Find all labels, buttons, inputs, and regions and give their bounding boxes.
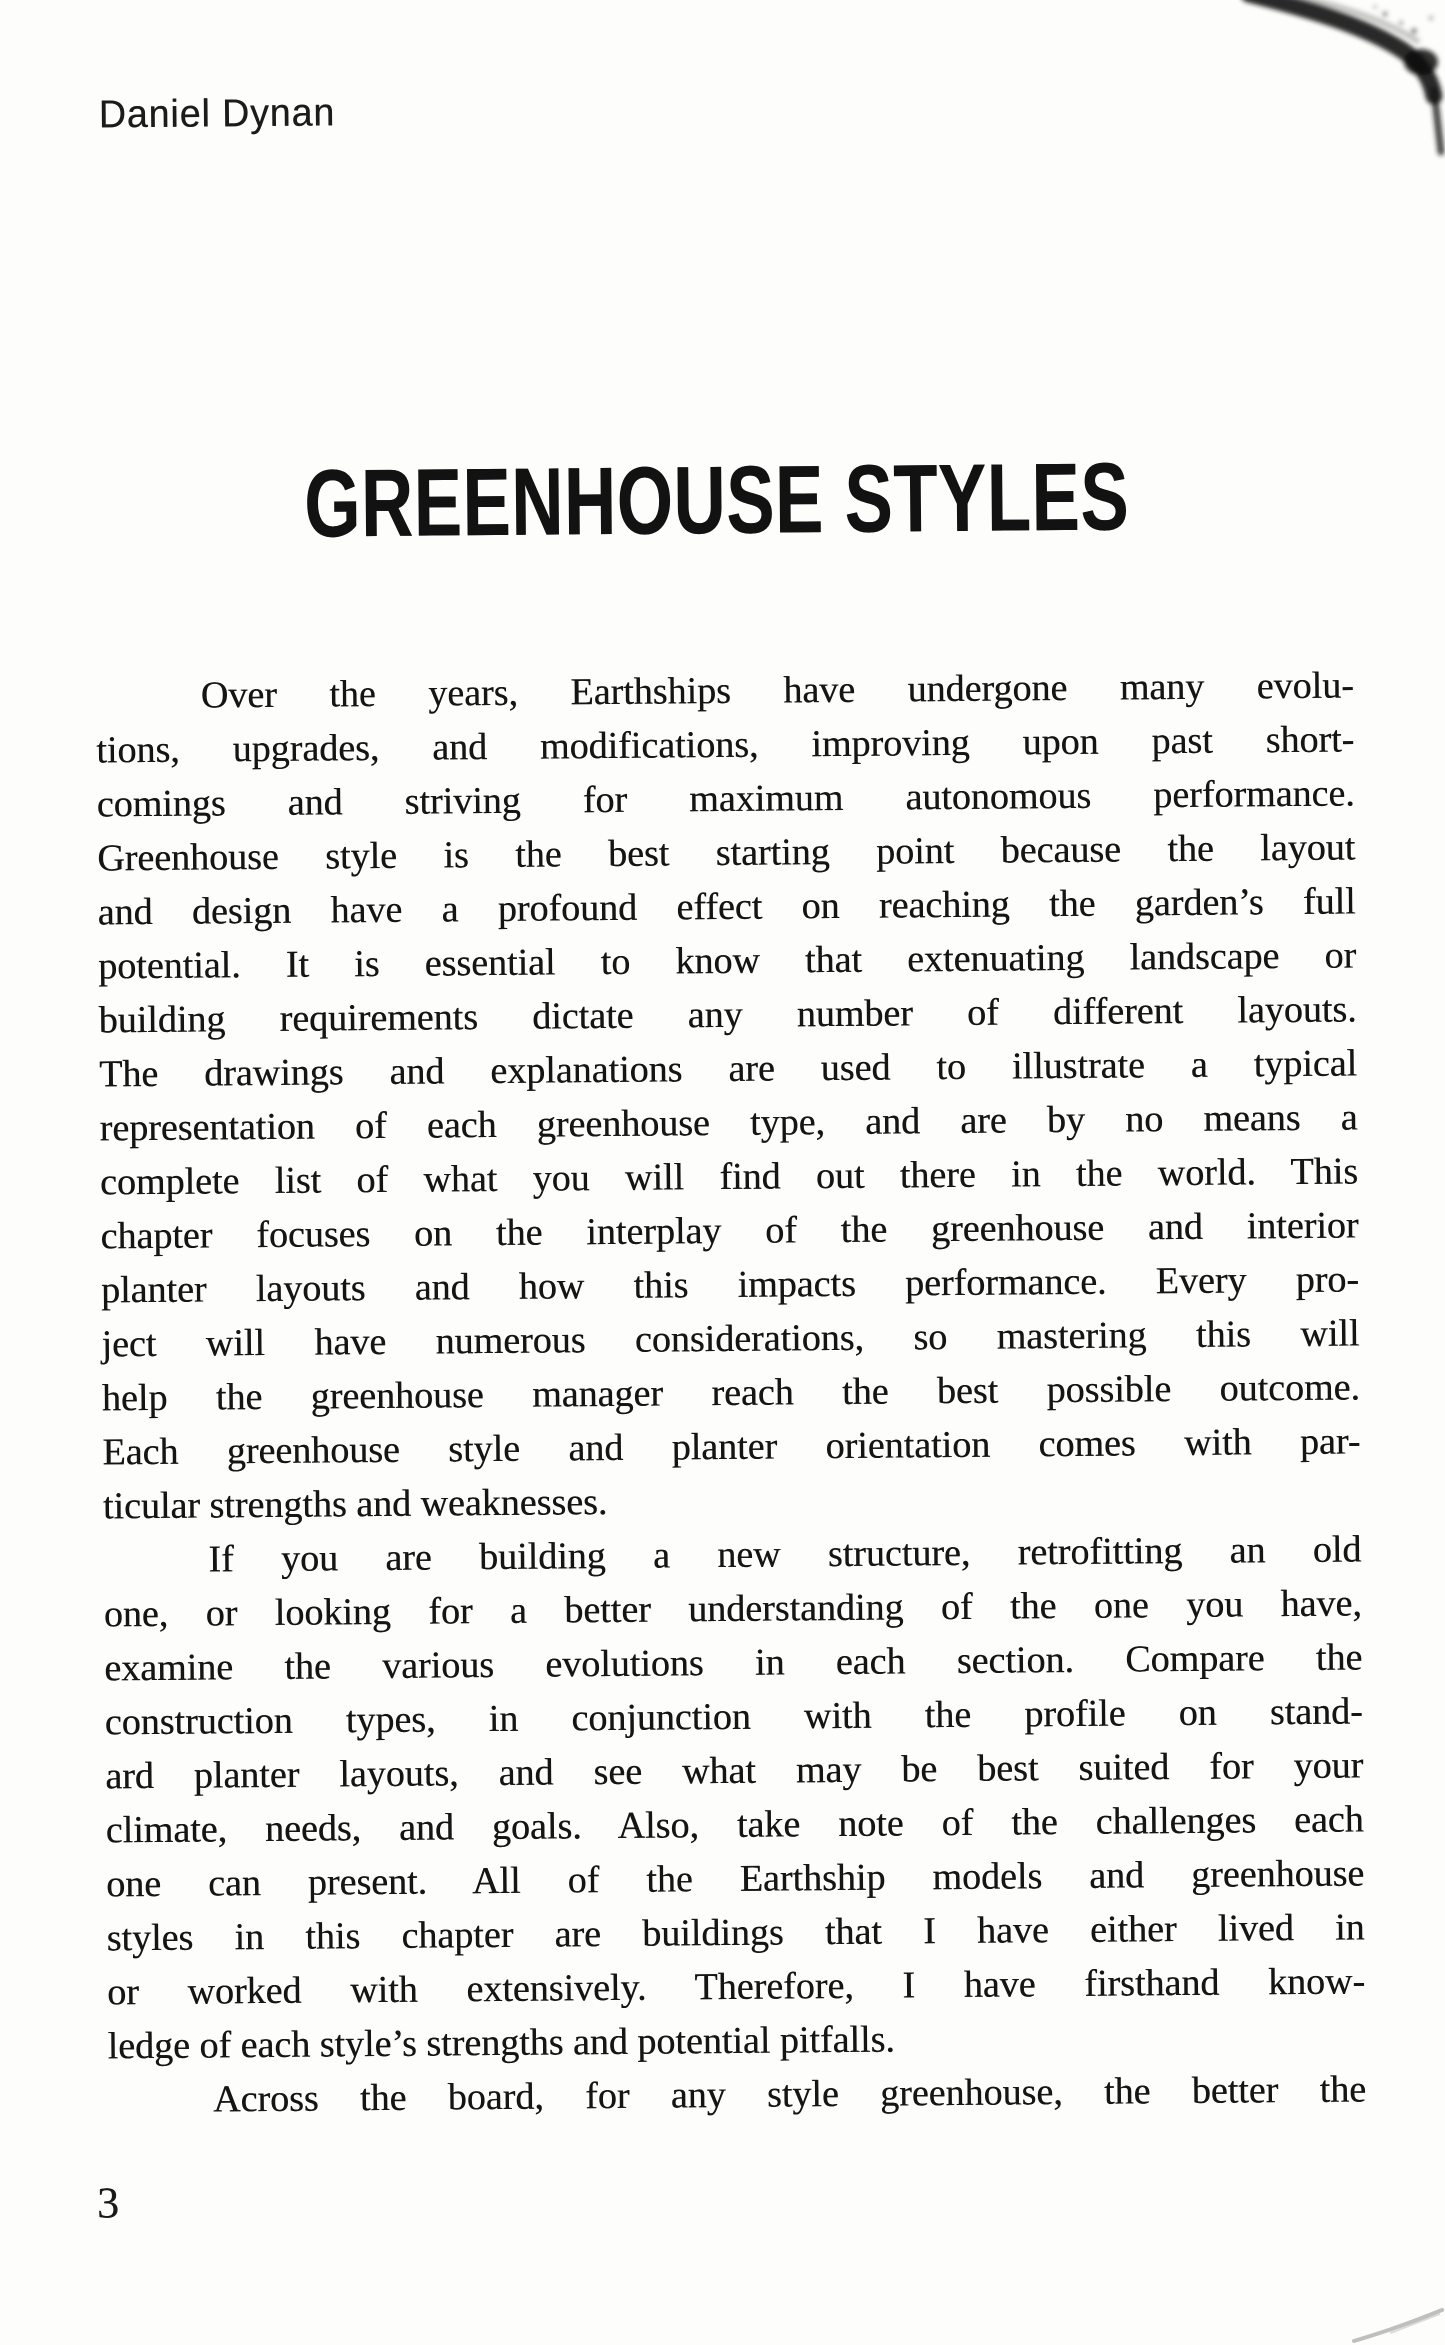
body-text xyxy=(96,658,1367,2127)
text-line: tions, upgrades, and modifications, improving upon past short- xyxy=(96,718,1355,772)
text-line: styles in this chapter are buildings that I have either lived in xyxy=(106,1906,1365,1960)
text-line: complete list of what you will find out there in the world. This xyxy=(99,1150,1359,1204)
text-line: examine the various evolutions in each section. Compare the xyxy=(104,1636,1363,1690)
text-line: representation of each greenhouse type, and are by no means a xyxy=(99,1096,1358,1150)
text-line: Over the years, Earthships have undergone many evolu- xyxy=(200,664,1354,717)
text-line: If you are building a new structure, retrofitting an old xyxy=(208,1528,1362,1581)
text-line: Each greenhouse style and planter orientation comes with par- xyxy=(102,1420,1361,1474)
text-line: potential. It is essential to know that extenuating landscape or xyxy=(97,934,1357,988)
chapter-title: GREENHOUSE STYLES xyxy=(303,443,1130,558)
text-line: help the greenhouse manager reach the best possible outcome. xyxy=(101,1366,1361,1420)
text-line: comings and striving for maximum autonomous performance. xyxy=(96,772,1355,826)
text-line: ard planter layouts, and see what may be best suited for your xyxy=(105,1744,1364,1798)
text-line: ticular strengths and weaknesses. xyxy=(102,1481,608,1528)
text-line: Greenhouse style is the best starting point because the layout xyxy=(97,826,1356,880)
text-line: The drawings and explanations are used to illustrate a typical xyxy=(98,1042,1358,1096)
text-line: Across the board, for any style greenhouse, the better the xyxy=(212,2068,1367,2121)
text-line: building requirements dictate any number of different layouts. xyxy=(98,988,1357,1042)
text-line: construction types, in conjunction with the profile on stand- xyxy=(104,1690,1363,1744)
text-line: one, or looking for a better understanding of the one you have, xyxy=(103,1582,1362,1636)
page-number: 3 xyxy=(96,2178,120,2228)
running-header-author: Daniel Dynan xyxy=(98,91,336,137)
text-line: ledge of each style’s strengths and potential pitfalls. xyxy=(107,2018,896,2068)
text-line: planter layouts and how this impacts performance. Every pro- xyxy=(100,1258,1360,1312)
text-line: and design have a profound effect on reaching the garden’s full xyxy=(97,880,1356,934)
text-line: one can present. All of the Earthship models and greenhouse xyxy=(106,1852,1365,1906)
text-line: chapter focuses on the interplay of the greenhouse and interior xyxy=(100,1204,1359,1258)
text-line: climate, needs, and goals. Also, take note of the challenges each xyxy=(105,1798,1364,1852)
text-line: or worked with extensively. Therefore, I have firsthand know- xyxy=(106,1960,1366,2014)
text-line: ject will have numerous considerations, so mastering this will xyxy=(101,1312,1360,1366)
